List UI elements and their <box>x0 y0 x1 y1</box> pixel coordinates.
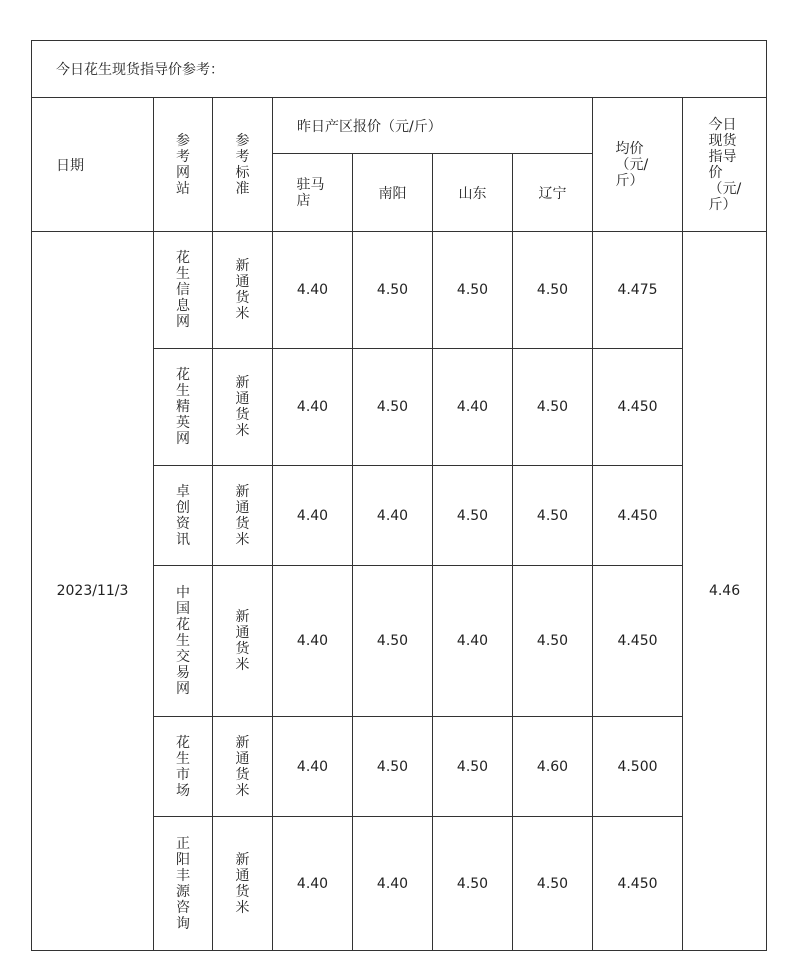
site-cell: 花生精英网 <box>154 349 213 466</box>
table-row <box>32 232 767 349</box>
price-zhumadian: 4.40 <box>273 349 353 466</box>
header-standard: 参考标准 <box>213 98 273 232</box>
price-zhumadian: 4.40 <box>273 232 353 349</box>
price-nanyang: 4.40 <box>353 817 433 951</box>
standard-cell: 新通货米 <box>213 817 273 951</box>
standard-cell: 新通货米 <box>213 466 273 566</box>
price-nanyang: 4.40 <box>353 466 433 566</box>
site-cell: 中国花生交易网 <box>154 566 213 717</box>
header-region-shandong: 山东 <box>433 154 513 232</box>
standard-cell: 新通货米 <box>213 349 273 466</box>
price-table <box>31 40 767 951</box>
price-nanyang: 4.50 <box>353 349 433 466</box>
header-avg: 均价（元/斤） <box>593 98 683 232</box>
avg-cell: 4.475 <box>593 232 683 349</box>
header-site: 参考网站 <box>154 98 213 232</box>
price-nanyang: 4.50 <box>353 232 433 349</box>
site-cell: 花生信息网 <box>154 232 213 349</box>
header-region-nanyang: 南阳 <box>353 154 433 232</box>
header-region-zhumadian: 驻马店 <box>273 154 353 232</box>
site-cell: 正阳丰源咨询 <box>154 817 213 951</box>
price-shandong: 4.40 <box>433 566 513 717</box>
price-liaoning: 4.50 <box>513 566 593 717</box>
table-caption: 今日花生现货指导价参考： <box>32 41 767 98</box>
standard-cell: 新通货米 <box>213 232 273 349</box>
header-row-1 <box>32 98 767 154</box>
avg-cell: 4.450 <box>593 817 683 951</box>
price-shandong: 4.50 <box>433 817 513 951</box>
price-liaoning: 4.50 <box>513 466 593 566</box>
header-date: 日期 <box>32 98 154 232</box>
header-yesterday-group: 昨日产区报价（元/斤） <box>273 98 593 154</box>
price-liaoning: 4.50 <box>513 817 593 951</box>
site-cell: 卓创资讯 <box>154 466 213 566</box>
price-zhumadian: 4.40 <box>273 566 353 717</box>
price-shandong: 4.50 <box>433 717 513 817</box>
price-shandong: 4.50 <box>433 466 513 566</box>
avg-cell: 4.500 <box>593 717 683 817</box>
date-cell: 2023/11/3 <box>32 232 154 951</box>
standard-cell: 新通货米 <box>213 566 273 717</box>
price-zhumadian: 4.40 <box>273 466 353 566</box>
site-cell: 花生市场 <box>154 717 213 817</box>
price-nanyang: 4.50 <box>353 717 433 817</box>
price-liaoning: 4.50 <box>513 349 593 466</box>
today-price-cell: 4.46 <box>683 232 767 951</box>
avg-cell: 4.450 <box>593 349 683 466</box>
standard-cell: 新通货米 <box>213 717 273 817</box>
price-liaoning: 4.60 <box>513 717 593 817</box>
avg-cell: 4.450 <box>593 466 683 566</box>
header-region-liaoning: 辽宁 <box>513 154 593 232</box>
caption-row <box>32 41 767 98</box>
price-shandong: 4.40 <box>433 349 513 466</box>
price-liaoning: 4.50 <box>513 232 593 349</box>
avg-cell: 4.450 <box>593 566 683 717</box>
price-nanyang: 4.50 <box>353 566 433 717</box>
header-today: 今日现货指导价（元/斤） <box>683 98 767 232</box>
price-zhumadian: 4.40 <box>273 717 353 817</box>
price-shandong: 4.50 <box>433 232 513 349</box>
price-zhumadian: 4.40 <box>273 817 353 951</box>
